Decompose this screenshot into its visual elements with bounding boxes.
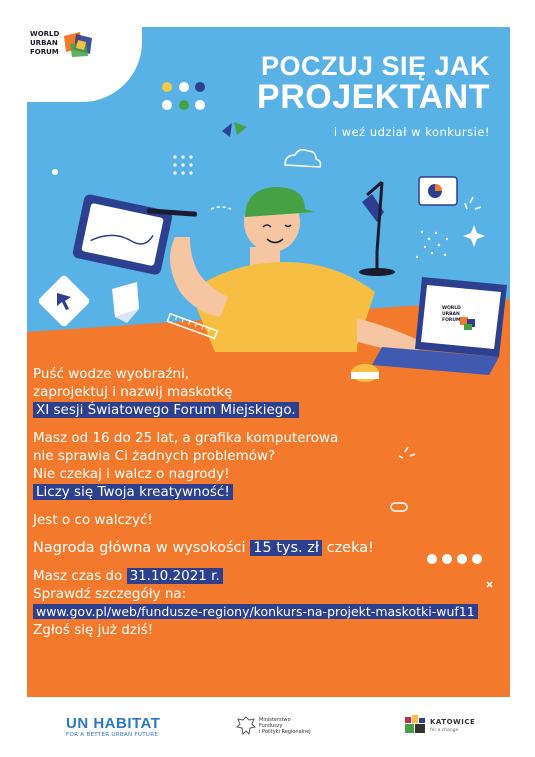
- deadline-date: 31.10.2021 r.: [127, 568, 223, 584]
- prize-suffix: czeka!: [326, 540, 374, 556]
- laptop-logo-line3: FORUM: [442, 318, 461, 323]
- details-text: Sprawdź szczegóły na:: [33, 586, 187, 602]
- cta-text: Zgłoś się już dziś!: [33, 622, 154, 638]
- age-line2: nie sprawia Ci żadnych problemów?: [33, 448, 276, 464]
- un-habitat-tagline: FOR A BETTER URBAN FUTURE: [66, 732, 159, 738]
- ministry-line1: Ministerstwo: [259, 717, 291, 723]
- age-line3: Nie czekaj i walcz o nagrody!: [33, 466, 230, 482]
- prize-amount: 15 tys. zł: [250, 540, 322, 556]
- katowice-label: KATOWICE: [430, 718, 476, 726]
- creativity-highlight: Liczy się Twoja kreatywność!: [33, 484, 233, 500]
- ministry-line3: i Polityki Regionalnej: [259, 729, 311, 735]
- deadline-prefix: Masz czas do: [33, 568, 123, 584]
- poster: [27, 27, 510, 697]
- katowice-logo-icon: [405, 715, 427, 735]
- logo-line2: URBAN: [30, 39, 58, 47]
- laptop-logo-line2: URBAN: [442, 312, 460, 317]
- intro-line1: Puść wodze wyobraźni,: [33, 366, 190, 382]
- title-subtitle: i weź udział w konkursie!: [333, 125, 490, 140]
- logo-line1: WORLD: [30, 30, 60, 38]
- un-habitat-logo: UN HABITAT: [66, 715, 161, 732]
- stakes-text: Jest o co walczyć!: [33, 512, 153, 528]
- title-line2: PROJEKTANT: [257, 78, 490, 117]
- intro-highlight: XI sesji Światowego Forum Miejskiego.: [33, 402, 299, 418]
- ministry-line2: Funduszy: [259, 723, 283, 729]
- intro-line2: zaprojektuj i nazwij maskotkę: [33, 384, 233, 400]
- prize-prefix: Nagroda główna w wysokości: [33, 540, 246, 556]
- contest-description: [33, 365, 503, 649]
- katowice-tagline: for a change: [430, 728, 459, 733]
- laptop-logo-line1: WORLD: [442, 306, 461, 311]
- ministry-logo-text: [259, 717, 311, 735]
- contest-url-link[interactable]: www.gov.pl/web/fundusze-regiony/konkurs-na-projekt-maskotki-wuf11: [33, 604, 478, 619]
- logo-line3: FORUM: [30, 48, 59, 56]
- polish-eagle-icon: [236, 715, 256, 737]
- title-line1: POCZUJ SIĘ JAK: [260, 51, 490, 81]
- partner-logos: [0, 697, 535, 757]
- age-line1: Masz od 16 do 25 lat, a grafika komputerowa: [33, 430, 339, 446]
